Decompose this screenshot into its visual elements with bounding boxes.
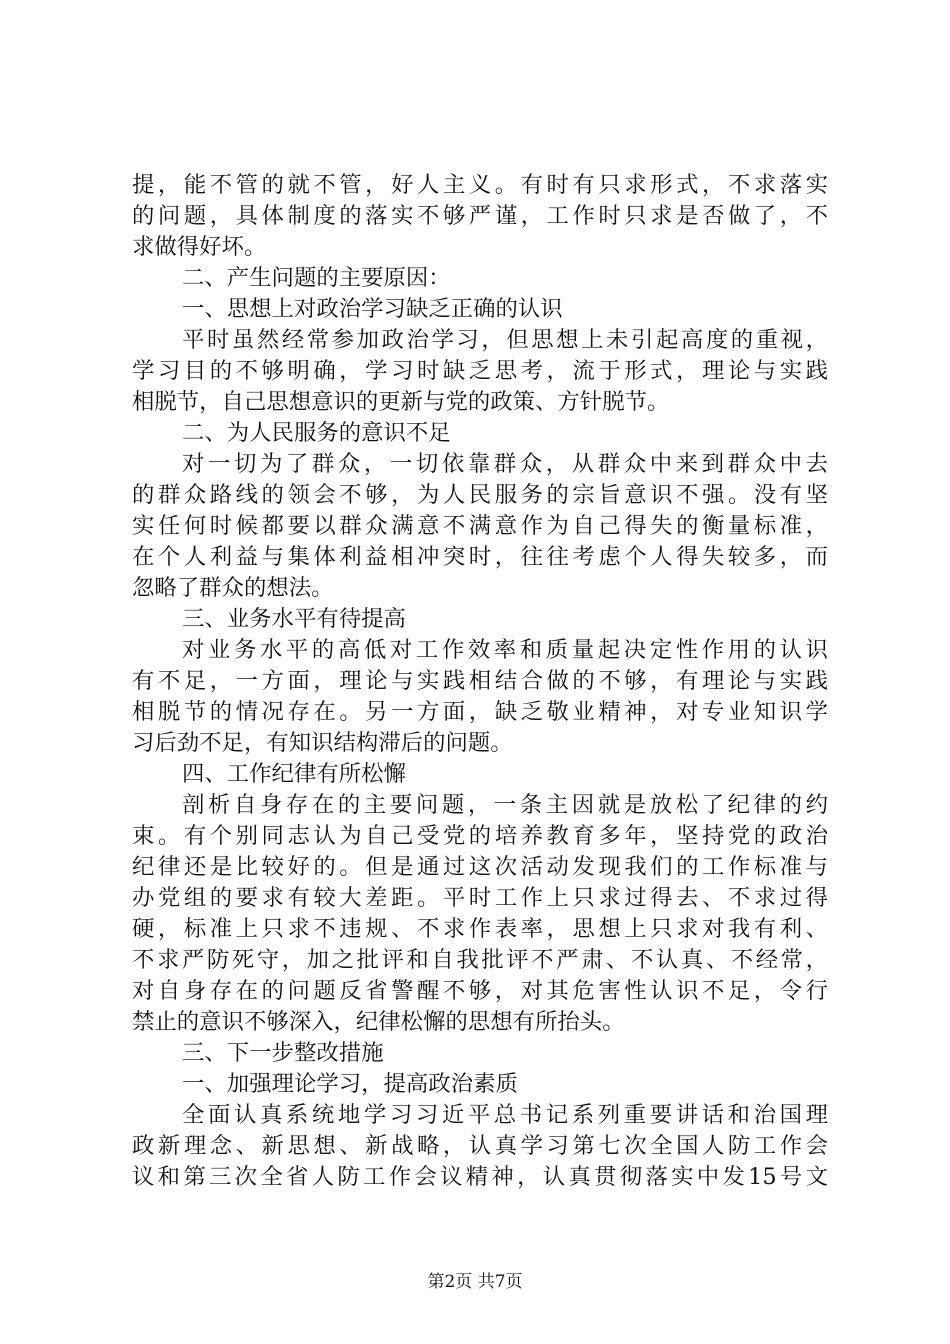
body-line: 习后劲不足，有知识结构滞后的问题。: [132, 730, 513, 756]
section-heading: 三、下一步整改措施: [182, 1040, 384, 1066]
body-line: 束。有个别同志认为自己受党的培养教育多年，坚持党的政治: [132, 823, 828, 849]
body-line: 相脱节，自己思想意识的更新与党的政策、方针脱节。: [132, 389, 670, 415]
body-line: 相脱节的情况存在。另一方面，缺乏敬业精神，对专业知识学: [132, 699, 828, 725]
body-line: 硬，标准上只求不违规、不求作表率，思想上只求对我有利、: [132, 916, 828, 942]
body-line: 提，能不管的就不管，好人主义。有时有只求形式，不求落实: [132, 172, 828, 198]
subsection-heading: 一、思想上对政治学习缺乏正确的认识: [182, 296, 563, 322]
body-line: 忽略了群众的想法。: [132, 575, 334, 601]
subsection-heading: 二、为人民服务的意识不足: [182, 420, 451, 446]
section-heading: 二、产生问题的主要原因：: [182, 265, 451, 291]
document-body: [132, 170, 828, 1193]
body-line: 求做得好坏。: [132, 234, 267, 260]
body-line: 议和第三次全省人防工作会议精神，认真贯彻落实中发15号文: [132, 1164, 828, 1190]
body-line: 禁止的意识不够深入，纪律松懈的思想有所抬头。: [132, 1009, 625, 1035]
body-line: 对一切为了群众，一切依靠群众，从群众中来到群众中去: [182, 451, 828, 477]
body-line: 办党组的要求有较大差距。平时工作上只求过得去、不求过得: [132, 885, 828, 911]
subsection-heading: 一、加强理论学习，提高政治素质: [182, 1071, 518, 1097]
body-line: 对业务水平的高低对工作效率和质量起决定性作用的认识: [182, 637, 828, 663]
body-line: 政新理念、新思想、新战略，认真学习第七次全国人防工作会: [132, 1133, 828, 1159]
body-line: 对自身存在的问题反省警醒不够，对其危害性认识不足，令行: [132, 978, 828, 1004]
body-line: 在个人利益与集体利益相冲突时，往往考虑个人得失较多，而: [132, 544, 828, 570]
body-line: 不求严防死守，加之批评和自我批评不严肃、不认真、不经常，: [132, 947, 828, 973]
body-line: 的问题，具体制度的落实不够严谨，工作时只求是否做了，不: [132, 203, 828, 229]
body-line: 全面认真系统地学习习近平总书记系列重要讲话和治国理: [182, 1102, 828, 1128]
subsection-heading: 四、工作纪律有所松懈: [182, 761, 406, 787]
body-line: 的群众路线的领会不够，为人民服务的宗旨意识不强。没有坚: [132, 482, 828, 508]
body-line: 剖析自身存在的主要问题，一条主因就是放松了纪律的约: [182, 792, 828, 818]
body-line: 实任何时候都要以群众满意不满意作为自己得失的衡量标准，: [132, 513, 828, 539]
body-line: 平时虽然经常参加政治学习，但思想上未引起高度的重视，: [182, 327, 828, 353]
page-number-footer: 第2页 共7页: [427, 1272, 523, 1292]
body-line: 学习目的不够明确，学习时缺乏思考，流于形式，理论与实践: [132, 358, 828, 384]
body-line: 有不足，一方面，理论与实践相结合做的不够，有理论与实践: [132, 668, 828, 694]
body-line: 纪律还是比较好的。但是通过这次活动发现我们的工作标准与: [132, 854, 828, 880]
subsection-heading: 三、业务水平有待提高: [182, 606, 406, 632]
